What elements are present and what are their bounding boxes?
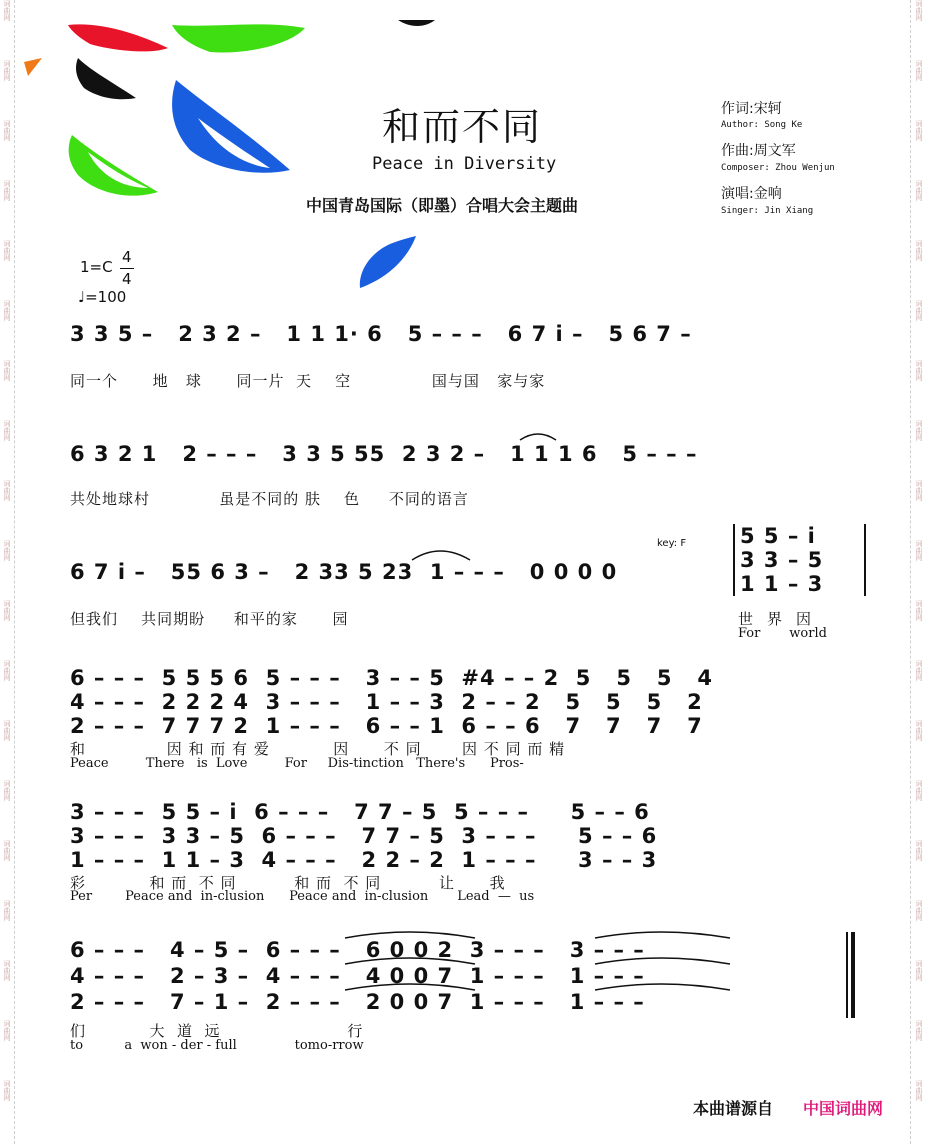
row4-top-voice: 6 – – – 5 5 5 6 5 – – – 3 – – 5 #4 – – 2 5 5 5 4 [70,666,714,690]
watermark-text: 词曲网 [915,720,923,741]
watermark-text: 词曲网 [3,900,11,921]
watermark-text: 词曲网 [3,720,11,741]
time-sig-bottom: 4 [122,270,132,288]
watermark-text: 词曲网 [3,840,11,861]
row5-english: Per Peace and in-clusion Peace and in-clusion Lead — us [70,889,535,904]
row3-chord-mid: 3 3 – 5 [740,548,824,572]
watermark-text: 词曲网 [915,120,923,141]
watermark-text: 词曲网 [915,360,923,381]
watermark-text: 词曲网 [915,960,923,981]
watermark-text: 词曲网 [915,60,923,81]
row6-lyrics: 们 大 道 远 行 [70,1022,364,1040]
key-change: key: F [657,538,687,549]
watermark-text: 词曲网 [915,600,923,621]
watermark-text: 词曲网 [3,1020,11,1041]
row5-mid-voice: 3 – – – 3 3 – 5 6 – – – 7 7 – 5 3 – – – 5 – – 6 [70,824,658,848]
watermark-text: 词曲网 [915,540,923,561]
singer: 演唱:金响 [721,186,782,202]
watermark-text: 词曲网 [3,780,11,801]
row1-lyrics: 同一个 地 球 同一片 天 空 国与国 家与家 [70,372,546,390]
watermark-text: 词曲网 [3,180,11,201]
row3-chord-top: 5 5 – i [740,524,816,548]
watermark-text: 词曲网 [3,540,11,561]
key-signature: 1=C [80,258,113,276]
lyricist-en: Author: Song Ke [721,120,803,130]
lyricist: 作词:宋轲 [721,101,782,117]
row1-notes: 3 3 5 – 2 3 2 – 1 1 1· 6 5 – – – 6 7 i – 5 6 7 – [70,322,692,346]
row3-notes: 6 7 i – 55 6 3 – 2 33 5 23 1 – – – 0 0 0 0 [70,560,618,584]
watermark-text: 词曲网 [3,240,11,261]
footer-site-link[interactable]: 中国词曲网 [803,1099,884,1118]
song-subtitle: Peace in Diversity [372,154,557,174]
watermark-text: 词曲网 [915,840,923,861]
watermark-text: 词曲网 [915,660,923,681]
row4-lyrics: 和 因 和 而 有 爱 因 不 同 因 不 同 而 精 [70,740,566,758]
singer-en: Singer: Jin Xiang [721,206,814,216]
watermark-text: 词曲网 [915,420,923,441]
watermark-text: 词曲网 [3,120,11,141]
watermark-text: 词曲网 [915,300,923,321]
watermark-text: 词曲网 [915,180,923,201]
watermark-text: 词曲网 [3,480,11,501]
theme-caption: 中国青岛国际（即墨）合唱大会主题曲 [306,196,579,215]
watermark-text: 词曲网 [3,360,11,381]
watermark-text: 词曲网 [3,600,11,621]
row5-lyrics: 彩 和 而 不 同 和 而 不 同 让 我 [70,874,506,892]
row3-lyrics: 但我们 共同期盼 和平的家 园 [70,610,349,628]
composer-en: Composer: Zhou Wenjun [721,163,835,173]
row2-lyrics: 共处地球村 虽是不同的 肤 色 不同的语言 [70,490,469,508]
song-title: 和而不同 [382,105,543,149]
row3-tail-lyrics: 世界因 [738,610,826,628]
watermark-text: 词曲网 [3,60,11,81]
row6-english: to a won - der - full tomo-rrow [70,1038,364,1053]
tempo-value: =100 [85,288,127,306]
watermark-text: 词曲网 [915,900,923,921]
quarter-note-icon: ♩ [78,288,86,306]
composer: 作曲:周文军 [721,143,796,159]
watermark-text: 词曲网 [3,0,11,21]
watermark-text: 词曲网 [915,0,923,21]
footer-source: 本曲谱源自 [693,1099,774,1118]
watermark-text: 词曲网 [3,420,11,441]
row5-top-voice: 3 – – – 5 5 – i 6 – – – 7 7 – 5 5 – – – 5 – – 6 [70,800,650,824]
row3-chord-bot: 1 1 – 3 [740,572,824,596]
row2-notes: 6 3 2 1 2 – – – 3 3 5 55 2 3 2 – 1 1 1 6 5 – – – [70,442,698,466]
watermark-text: 词曲网 [3,1080,11,1101]
time-sig-top: 4 [122,248,132,266]
watermark-text: 词曲网 [915,480,923,501]
watermark-text: 词曲网 [915,1020,923,1041]
row4-mid-voice: 4 – – – 2 2 2 4 3 – – – 1 – – 3 2 – – 2 5 5 5 2 [70,690,703,714]
row4-bottom-voice: 2 – – – 7 7 7 2 1 – – – 6 – – 1 6 – – 6 7 7 7 7 [70,714,703,738]
row3-tail-english: For world [738,626,827,641]
row6-mid-voice: 4 – – – 2 – 3 – 4 – – – 4 0 0 7 1 – – – 1 – – – [70,964,645,988]
watermark-text: 词曲网 [3,660,11,681]
watermark-text: 词曲网 [3,300,11,321]
row5-bottom-voice: 1 – – – 1 1 – 3 4 – – – 2 2 – 2 1 – – – 3 – – 3 [70,848,658,872]
watermark-text: 词曲网 [3,960,11,981]
row4-english: Peace There is Love For Dis-tinction There's Pros- [70,756,524,771]
watermark-text: 词曲网 [915,780,923,801]
watermark-text: 词曲网 [915,240,923,261]
watermark-text: 词曲网 [915,1080,923,1101]
row6-top-voice: 6 – – – 4 – 5 – 6 – – – 6 0 0 2 3 – – – 3 – – – [70,938,645,962]
row6-bottom-voice: 2 – – – 7 – 1 – 2 – – – 2 0 0 7 1 – – – 1 – – – [70,990,645,1014]
